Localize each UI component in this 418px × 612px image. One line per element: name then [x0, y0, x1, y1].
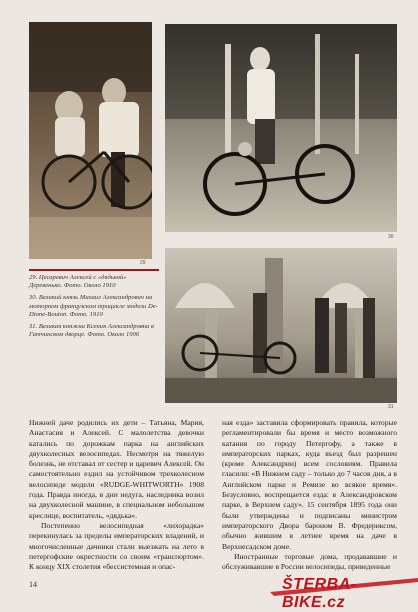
photo-mikhail-on-tricycle — [165, 24, 397, 232]
paragraph: ная езда» заставила сформировать правила, которые регламентировали бы время и место возможного катания по городу Петергофу, а также в императорских парках, куда въезд был разрешен (кроме Александрии) всем сословиям. Правила гласили: «В Нижнем саду – только до 7 часов дня, а в Английском парке и Ремизе во всякое время». Безусловно, воспрещается езда: в Александровском парке, в Верхнем саду». 15 сентября 1895 года они были утверждены и подписаны министром императорского Двора бароном В. Фредериксом, обычно жившим в летнее время на даче в Верхнесадском доме. — [222, 418, 397, 551]
caption-30: 30. Великий князь Михаил Александрович на моторном французском трицикле модели De-Dione-Bouton. Фото. 1910 — [29, 294, 158, 318]
page-number: 14 — [29, 580, 37, 589]
caption-29: 29. Цесаревич Алексей с «дядькой» Деревенько. Фото. Около 1910 — [29, 274, 127, 290]
photo-alexei-with-bicycle — [29, 22, 152, 259]
photo-captions — [29, 269, 159, 343]
photo-number-29: 29 — [140, 260, 146, 266]
text-column-right — [222, 418, 397, 572]
photo-gatchina-interior — [165, 248, 397, 403]
watermark-logo — [282, 576, 418, 612]
paragraph: Постепенно велосипедная «лихорадка» перекинулась за пределы императорских владений, и многочисленные дачники стали выезжать на лето в петергофские окрестности со своим «транспортом». К концу XIX столетия «бессистемная и опас- — [29, 520, 204, 572]
paragraph: Иностранные торговые дома, продававшие и обслуживавшие в России велосипеды, приведенные — [222, 551, 397, 572]
watermark-brand: ŠTERBA — [282, 576, 351, 593]
text-column-left — [29, 418, 204, 572]
paragraph: Нижней даче родились их дети – Татьяна, Мария, Анастасия и Алексей. С малолетства девочки катались по дорожкам парка на английских двухколесных велосипедах. Несмотря на тяжелую болезнь, не отставал от сестер и царевич Алексей. Он самостоятельно ездил на устойчивом трехколесном велосипеде модели «RUDGE-WHITWORTH» 1908 года. Правда иногда, в дни недуга, наследника возил на двухколесной машине, в специальном небольшом креслице, воспитатель, «дядька». — [29, 418, 204, 520]
photo-number-30: 30 — [388, 234, 394, 240]
caption-31: 31. Великая княжна Ксения Александровна в Гатчинском дворце. Фото. Около 1906 — [29, 323, 154, 339]
watermark-suffix: -BIKE.cz — [282, 576, 357, 611]
photo-number-31: 31 — [388, 404, 394, 410]
